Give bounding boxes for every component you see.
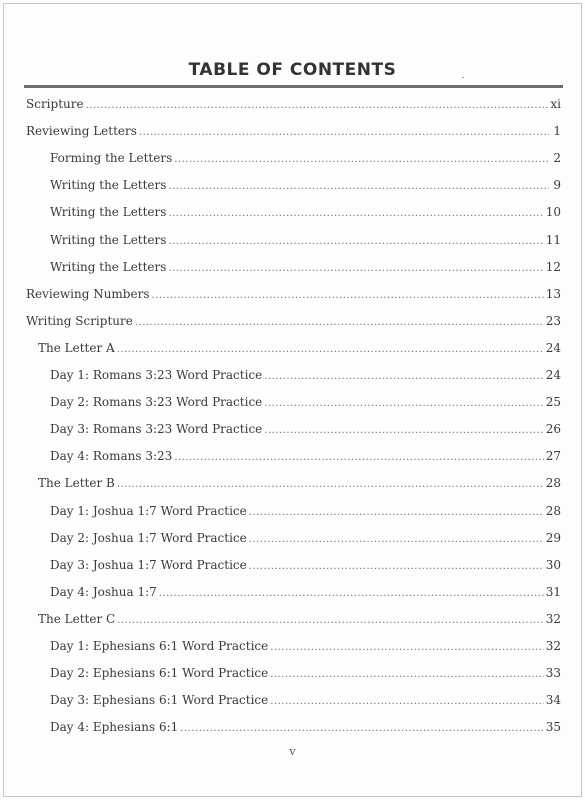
toc-entry-label: Day 4: Joshua 1:7 bbox=[50, 584, 157, 599]
toc-entry bbox=[26, 287, 561, 303]
toc-leader-dots bbox=[174, 153, 549, 167]
toc-entry-page: 32 bbox=[545, 611, 561, 626]
toc-entry bbox=[38, 341, 561, 357]
toc-entry bbox=[50, 720, 561, 736]
toc-leader-dots bbox=[180, 722, 543, 736]
page-number: v bbox=[289, 745, 296, 758]
toc-entry-page: 11 bbox=[545, 232, 561, 247]
toc-entry bbox=[50, 585, 561, 601]
toc-entry-page: 1 bbox=[553, 124, 561, 139]
toc-entry-page: 32 bbox=[545, 639, 561, 653]
toc-entry-page: 25 bbox=[545, 395, 561, 410]
toc-entry-page: 12 bbox=[545, 259, 561, 274]
toc-entry-page: 28 bbox=[545, 476, 561, 491]
toc-entry-label: Day 3: Ephesians 6:1 Word Practice bbox=[50, 693, 269, 708]
toc-leader-dots bbox=[270, 668, 543, 682]
toc-entry bbox=[50, 639, 561, 655]
toc-entry-page: 23 bbox=[545, 313, 561, 328]
toc-entry bbox=[26, 124, 561, 140]
toc-entry bbox=[50, 693, 561, 709]
toc-leader-dots bbox=[249, 506, 544, 520]
toc-leader-dots bbox=[168, 207, 543, 221]
toc-entry-label: Day 2: Ephesians 6:1 Word Practice bbox=[50, 666, 269, 681]
toc-entry-page: 28 bbox=[545, 503, 561, 518]
toc-leader-dots bbox=[249, 560, 544, 574]
toc-entry-label: The Letter B bbox=[38, 476, 115, 491]
toc-entry-label: Day 3: Joshua 1:7 Word Practice bbox=[50, 557, 247, 572]
toc-entry bbox=[50, 449, 561, 465]
toc-leader-dots bbox=[135, 316, 544, 330]
toc-leader-dots bbox=[151, 289, 543, 303]
toc-entry-label: Day 3: Romans 3:23 Word Practice bbox=[50, 422, 263, 437]
toc-entry bbox=[50, 395, 561, 411]
toc-leader-dots bbox=[174, 451, 543, 465]
toc-leader-dots bbox=[270, 695, 543, 709]
toc-entry-label: Day 4: Romans 3:23 bbox=[50, 449, 173, 464]
toc-entry-label: The Letter A bbox=[38, 340, 115, 355]
toc-entry-label: Reviewing Letters bbox=[26, 124, 137, 139]
toc-entry-page: 29 bbox=[545, 530, 561, 545]
toc-entry-label: Writing the Letters bbox=[50, 232, 167, 247]
toc-entry-page: 13 bbox=[545, 286, 561, 301]
toc-leader-dots bbox=[168, 235, 543, 249]
toc-entry-page: 30 bbox=[545, 557, 561, 572]
toc-entry-label: Writing the Letters bbox=[50, 205, 167, 220]
toc-leader-dots bbox=[270, 641, 543, 655]
toc-entry bbox=[50, 178, 561, 194]
toc-entry-label: Day 4: Ephesians 6:1 bbox=[50, 720, 179, 735]
toc-entry-page: 2 bbox=[553, 151, 561, 166]
toc-leader-dots bbox=[168, 262, 543, 276]
toc-leader-dots bbox=[264, 370, 543, 384]
toc-entry-label: Writing the Letters bbox=[50, 178, 167, 193]
toc-entry-page: 27 bbox=[545, 449, 561, 464]
toc-entry-page: 33 bbox=[545, 666, 561, 681]
toc-entry-label: Reviewing Numbers bbox=[26, 286, 150, 301]
toc-entry-label: Day 2: Romans 3:23 Word Practice bbox=[50, 395, 263, 410]
toc-entry-label: Day 1: Joshua 1:7 Word Practice bbox=[50, 503, 247, 518]
toc-entry-label: Writing Scripture bbox=[26, 313, 133, 328]
toc-entry bbox=[26, 97, 561, 113]
toc-entry-page: 10 bbox=[545, 205, 561, 220]
toc-entry bbox=[50, 558, 561, 574]
toc-entry-page: xi bbox=[550, 97, 561, 111]
toc-entry-label: Day 1: Romans 3:23 Word Practice bbox=[50, 368, 263, 382]
toc-leader-dots bbox=[159, 587, 544, 601]
toc-entry-label: Forming the Letters bbox=[50, 151, 173, 166]
toc-entry bbox=[38, 612, 561, 628]
toc-entry bbox=[50, 233, 561, 249]
toc-leader-dots bbox=[264, 397, 543, 411]
toc-leader-dots bbox=[117, 343, 544, 357]
toc-entry-label: Scripture bbox=[26, 97, 84, 111]
toc-entry-page: 24 bbox=[545, 340, 561, 355]
toc-leader-dots bbox=[117, 478, 544, 492]
toc-entry-page: 26 bbox=[545, 422, 561, 437]
toc-entry bbox=[26, 314, 561, 330]
toc-leader-dots bbox=[168, 180, 549, 194]
toc-entry-label: The Letter C bbox=[38, 611, 116, 626]
toc-entry-page: 24 bbox=[545, 368, 561, 382]
toc-entry-label: Day 2: Joshua 1:7 Word Practice bbox=[50, 530, 247, 545]
toc-entry bbox=[50, 504, 561, 520]
toc-entry bbox=[38, 476, 561, 492]
toc-entry bbox=[50, 666, 561, 682]
title-rule bbox=[24, 85, 563, 88]
toc-entry bbox=[50, 422, 561, 438]
toc-entry-page: 34 bbox=[545, 693, 561, 708]
toc-entry-label: Writing the Letters bbox=[50, 259, 167, 274]
toc-leader-dots bbox=[139, 126, 549, 140]
toc-entry-page: 35 bbox=[545, 720, 561, 735]
toc-entry-label: Day 1: Ephesians 6:1 Word Practice bbox=[50, 639, 269, 653]
toc-entry-page: 31 bbox=[545, 584, 561, 599]
toc-entry bbox=[50, 531, 561, 547]
toc-entry bbox=[50, 151, 561, 167]
scan-speck bbox=[462, 77, 464, 78]
toc-entry bbox=[50, 368, 561, 384]
toc-leader-dots bbox=[117, 614, 544, 628]
toc-entry-page: 9 bbox=[553, 178, 561, 193]
page-title: TABLE OF CONTENTS bbox=[188, 60, 397, 80]
toc-leader-dots bbox=[86, 99, 549, 113]
toc-entry bbox=[50, 260, 561, 276]
toc-leader-dots bbox=[249, 533, 544, 547]
toc-leader-dots bbox=[264, 424, 543, 438]
toc-entry bbox=[50, 205, 561, 221]
